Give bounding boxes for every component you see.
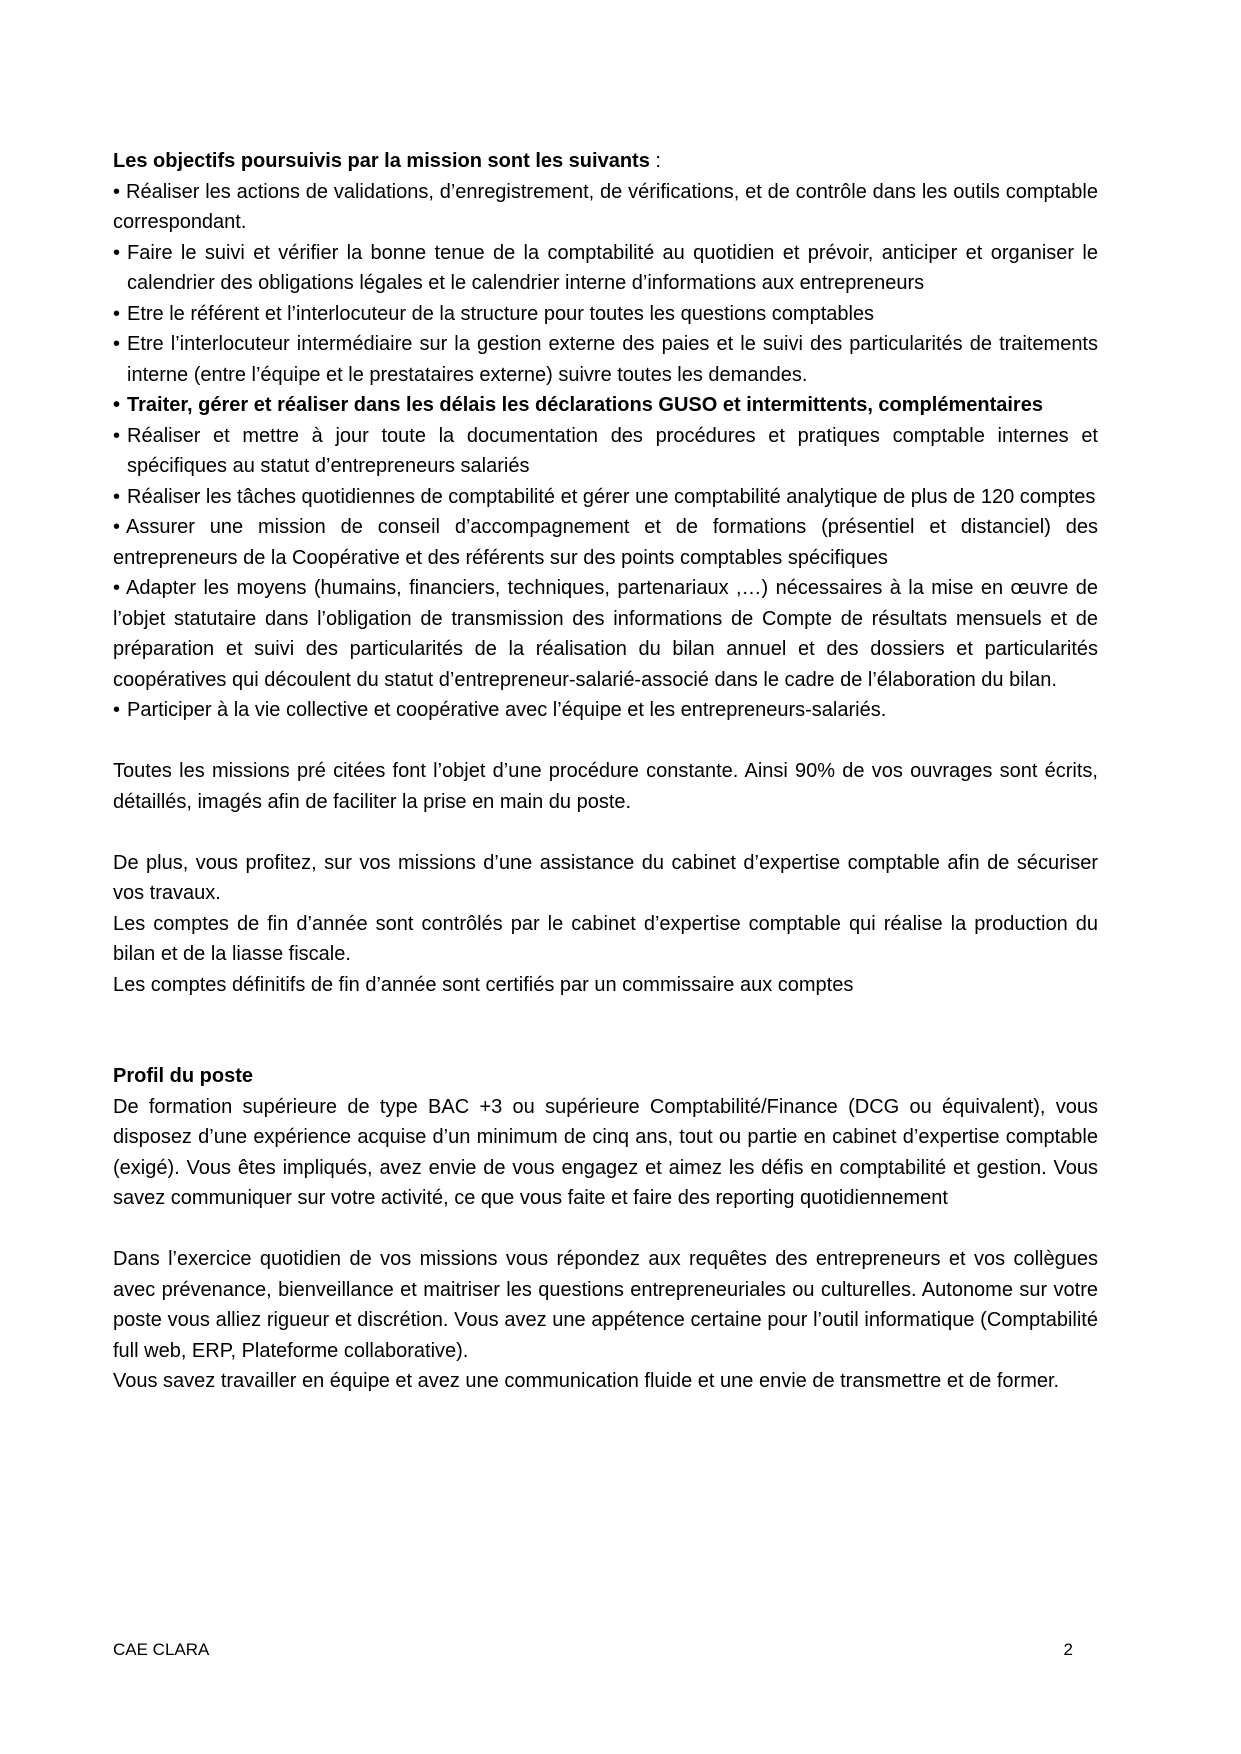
list-item-text: Etre l’interlocuteur intermédiaire sur la gestion externe des paies et le suivi des particularités de traitements interne (entre l’équipe et le prestataires externe) suivre toutes les demandes. [127, 333, 1098, 386]
list-item [113, 238, 1098, 299]
bullet-icon: • [113, 394, 121, 416]
list-item-text: Adapter les moyens (humains, financiers, techniques, partenariaux ,…) nécessaires à la mise en œuvre de l’objet statutaire dans l’obligation de transmission des informations de Compte de résultats mensuels et de préparation et suivi des particularités de la réalisation du bilan annuel et des dossiers et particularités coopératives qui découlent du statut d’entrepreneur-salarié-associé dans le cadre de l’élaboration du bilan. [113, 577, 1098, 691]
spacer [113, 817, 1098, 848]
profile-paragraph: De formation supérieure de type BAC +3 ou supérieure Comptabilité/Finance (DCG ou équivalent), vous disposez d’une expérience acquise d’un minimum de cinq ans, tout ou partie en cabinet d’expertise comptable (exigé). Vous êtes impliqués, avez envie de vous engagez et aimez les défis en comptabilité et gestion. Vous savez communiquer sur votre activité, ce que vous faite et faire des reporting quotidiennement [113, 1095, 1098, 1209]
profile-heading: Profil du poste [113, 1065, 253, 1087]
accounts-certification-paragraph: Les comptes définitifs de fin d’année sont certifiés par un commissaire aux comptes [113, 973, 854, 996]
bullet-icon: • [113, 424, 121, 447]
spacer [113, 1214, 1098, 1245]
profile-paragraph: Dans l’exercice quotidien de vos missions vous répondez aux requêtes des entrepreneurs et vos collègues avec prévenance, bienveillance et maitriser les questions entrepreneuriales ou culturelles. Autonome sur votre poste vous alliez rigueur et discrétion. Vous avez une appétence certaine pour l’outil informatique (Comptabilité full web, ERP, Plateforme collaborative). [113, 1248, 1098, 1362]
list-item [113, 177, 1098, 238]
list-item-text: Faire le suivi et vérifier la bonne tenue de la comptabilité au quotidien et prévoir, anticiper et organiser le calendrier des obligations légales et le calendrier interne d’informations aux entrepreneurs [127, 241, 1098, 294]
list-item-text: Participer à la vie collective et coopérative avec l’équipe et les entrepreneurs-salariés. [127, 699, 887, 721]
objectives-heading-line [113, 146, 1098, 177]
list-item [113, 695, 1098, 726]
assistance-paragraph: De plus, vous profitez, sur vos missions d’une assistance du cabinet d’expertise comptable afin de sécuriser vos travaux. [113, 851, 1098, 904]
spacer [113, 726, 1098, 757]
page-number: 2 [1063, 1640, 1073, 1659]
list-item-text: Réaliser les actions de validations, d’enregistrement, de vérifications, et de contrôle dans les outils comptable correspondant. [113, 180, 1098, 233]
accounts-control-paragraph: Les comptes de fin d’année sont contrôlés par le cabinet d’expertise comptable qui réalise la production du bilan et de la liasse fiscale. [113, 912, 1098, 965]
list-item [113, 482, 1098, 513]
profile-paragraph: Vous savez travailler en équipe et avez une communication fluide et une envie de transmettre et de former. [113, 1370, 1060, 1392]
bullet-icon: • [113, 302, 121, 325]
bullet-icon: • [113, 699, 121, 721]
list-item [113, 512, 1098, 573]
list-item [113, 421, 1098, 482]
footer-company: CAE CLARA [113, 1640, 210, 1659]
list-item-text: Réaliser les tâches quotidiennes de comptabilité et gérer une comptabilité analytique de plus de 120 comptes [127, 485, 1096, 508]
list-item [113, 329, 1098, 390]
list-item-text: Traiter, gérer et réaliser dans les délais les déclarations GUSO et intermittents, complémentaires [127, 394, 1043, 416]
list-item-text: Réaliser et mettre à jour toute la documentation des procédures et pratiques comptable internes et spécifiques au statut d’entrepreneurs salariés [127, 424, 1098, 477]
objectives-heading: Les objectifs poursuivis par la mission sont les suivants [113, 150, 650, 172]
list-item [113, 299, 1098, 330]
bullet-icon: • [113, 180, 121, 203]
objectives-list [113, 177, 1098, 726]
bullet-icon: • [113, 577, 121, 599]
list-item [113, 390, 1098, 421]
objectives-heading-suffix: : [649, 150, 661, 172]
bullet-icon: • [113, 241, 121, 264]
bullet-icon: • [113, 516, 121, 538]
page-footer [113, 1640, 1073, 1660]
document-page [113, 146, 1098, 1397]
list-item [113, 573, 1098, 695]
bullet-icon: • [113, 333, 121, 355]
list-item-text: Assurer une mission de conseil d’accompagnement et de formations (présentiel et distanciel) des entrepreneurs de la Coopérative et des référents sur des points comptables spécifiques [113, 516, 1098, 569]
bullet-icon: • [113, 485, 121, 508]
procedures-paragraph: Toutes les missions pré citées font l’objet d’une procédure constante. Ainsi 90% de vos ouvrages sont écrits, détaillés, imagés afin de faciliter la prise en main du poste. [113, 760, 1098, 813]
list-item-text: Etre le référent et l’interlocuteur de la structure pour toutes les questions comptables [127, 302, 875, 325]
spacer [113, 1000, 1098, 1061]
